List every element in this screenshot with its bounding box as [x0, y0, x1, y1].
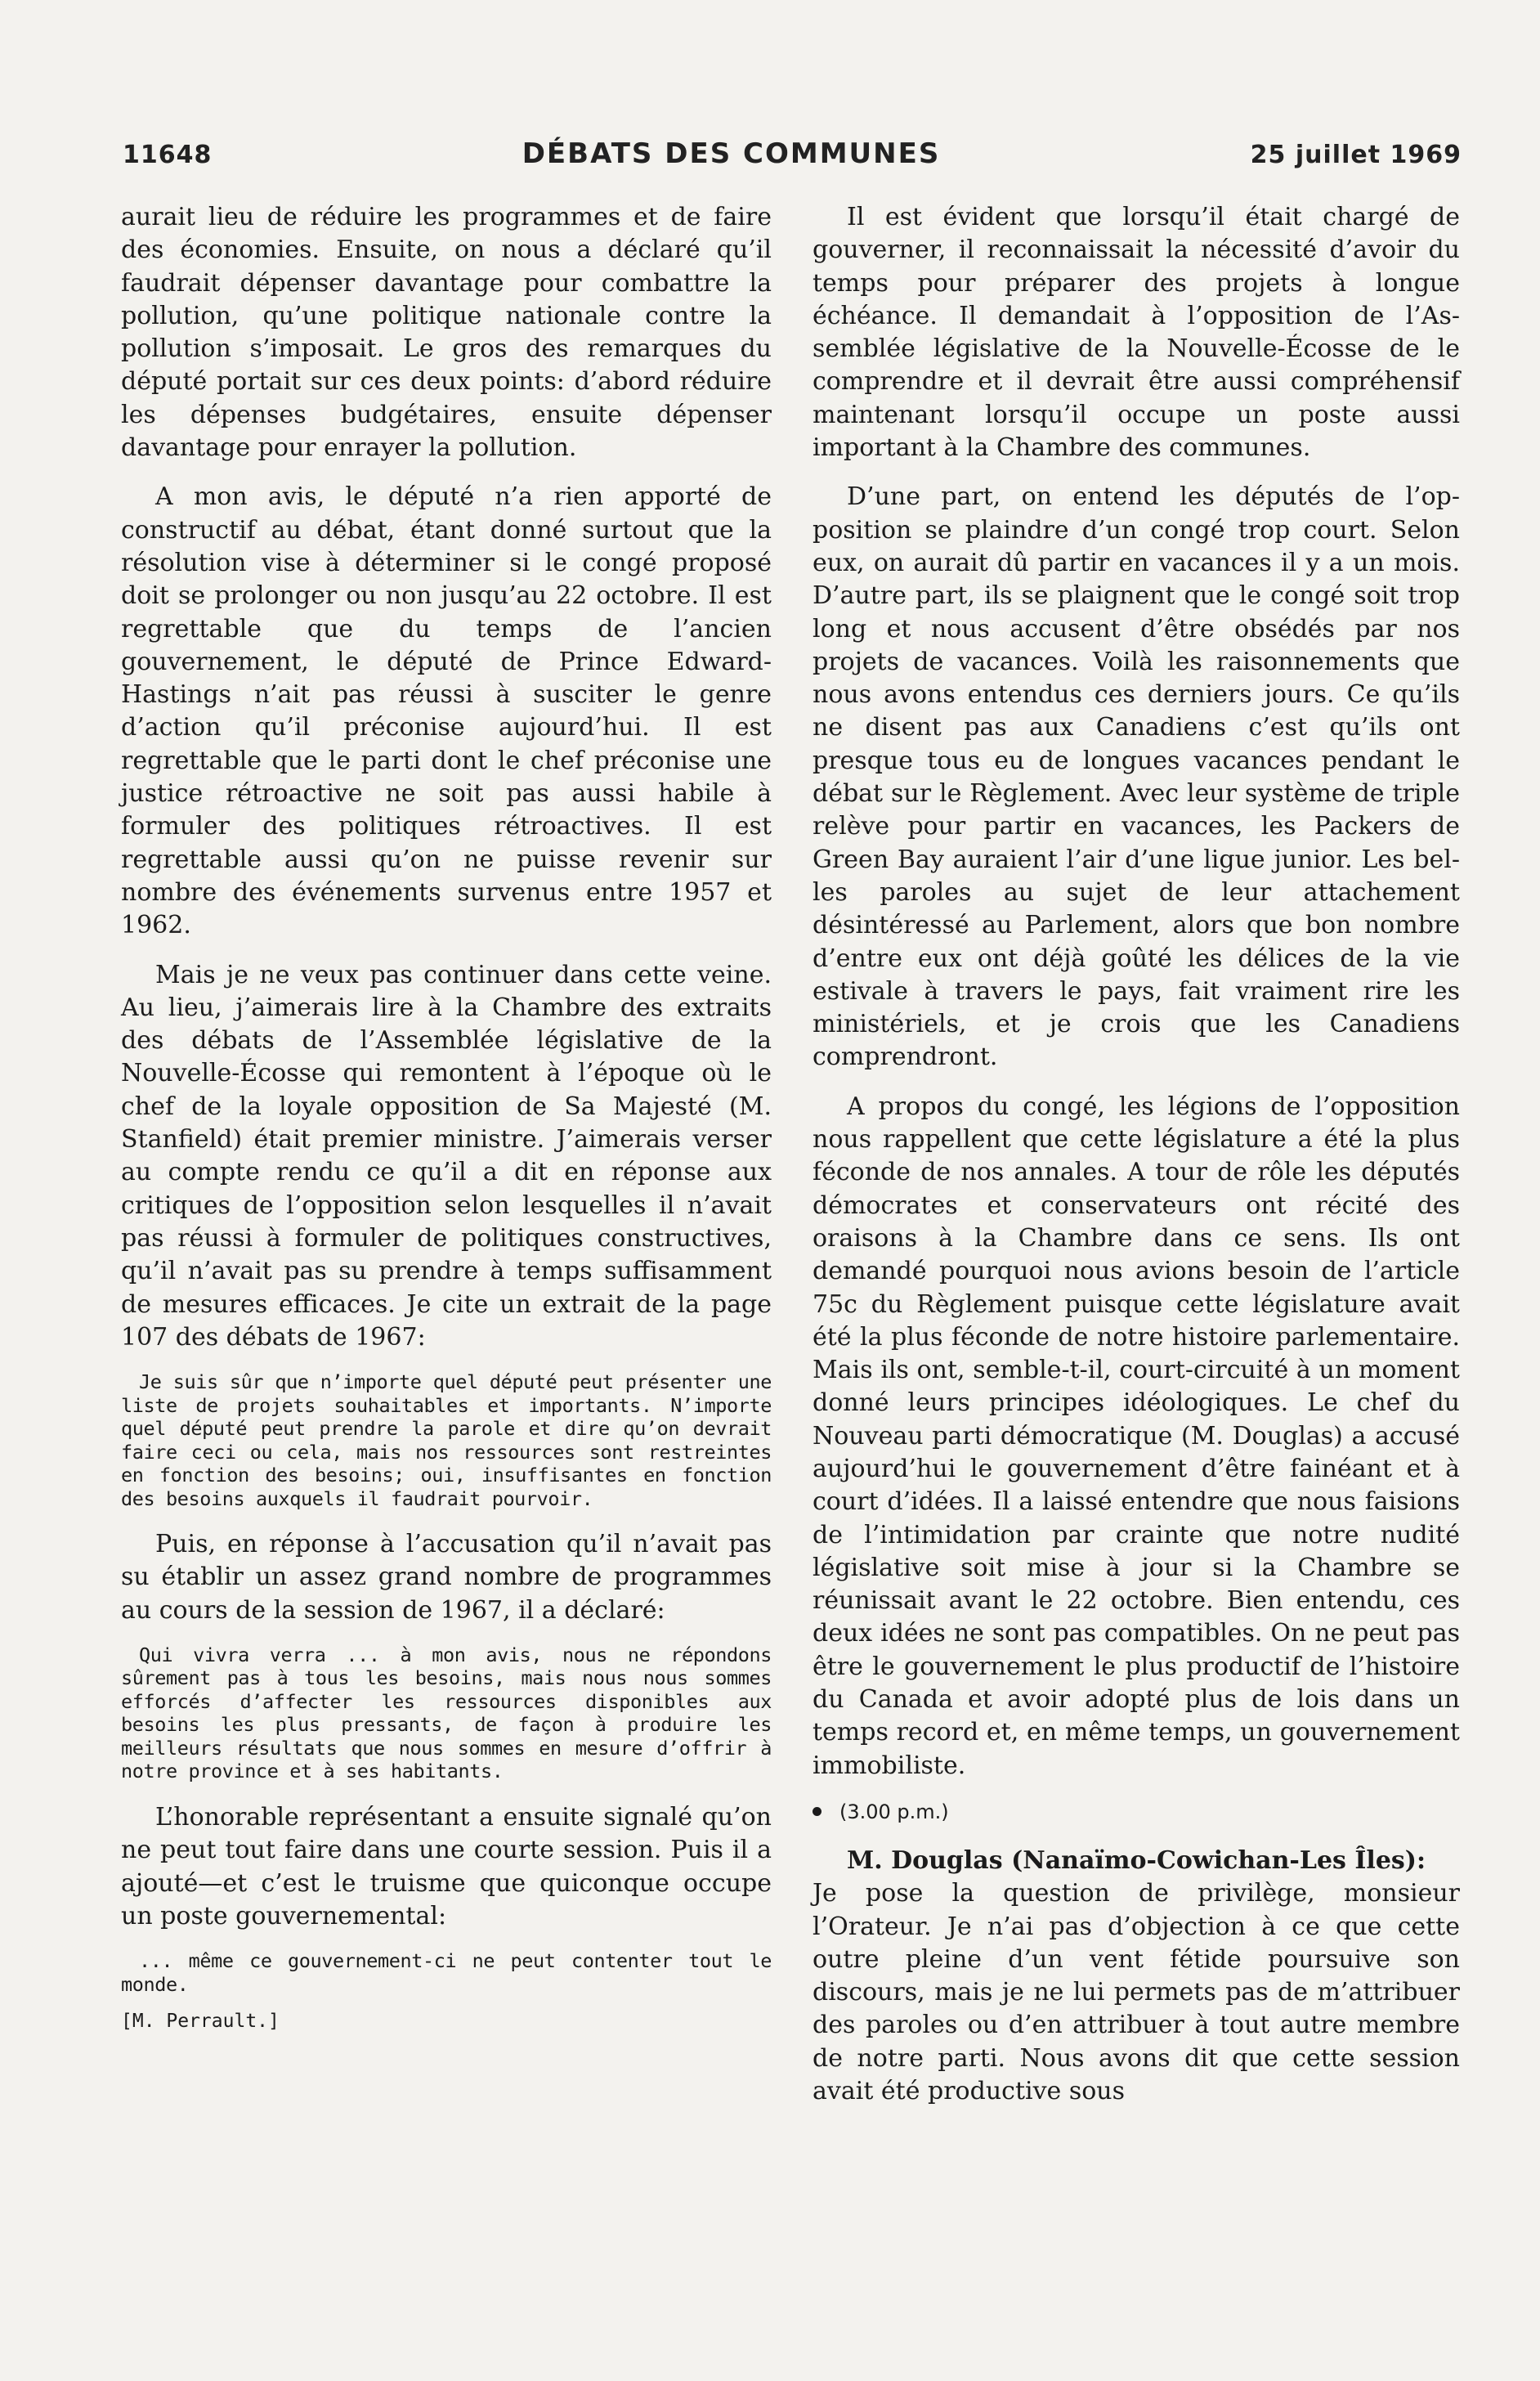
paragraph: A mon avis, le député n’a rien apporté de constructif au débat, étant donné surtout que la résolution vise à déterminer si le congé proposé doit se prolonger ou non jusqu’au 22 octobre. Il est regrettable que du temps de l’ancien gouvernement, le député de Prince Edward-Hastings n’ait pas réussi à susciter le genre d’action qu’il préconise aujourd’hui. Il est regrettable que le parti dont le chef préconise une justice rétroactive ne soit pas aussi habile à formuler des politiques rétroactives. Il est regrettable aussi qu’on ne puisse revenir sur nombre des événements survenus entre 1957 et 1962. — [121, 482, 772, 940]
block-quote: Je suis sûr que n’importe quel député peut présenter une liste de projets souhaitables et importants. N’importe quel député peut prendre la parole et dire qu’on devrait faire ceci ou cela, mais nos ressources sont restreintes en fonction des besoins; oui, insuffisantes en fonction des besoins auxquels il faudrait pourvoir. — [121, 1370, 772, 1510]
speaker-name: M. Douglas (Nanaïmo-Cowichan-Les Îles): — [847, 1845, 1426, 1875]
bullet-icon — [813, 1807, 821, 1816]
paragraph: L’honorable représentant a ensuite signalé qu’on ne peut tout faire dans une courte session. Puis il a ajouté—et c’est le truisme que quiconque occupe un poste gouvernemental: — [121, 1802, 772, 1930]
page-number: 11648 — [123, 141, 213, 169]
time-marker — [813, 1799, 1460, 1825]
paragraph: aurait lieu de réduire les programmes et de faire des économies. Ensuite, on nous a déclaré qu’il faudrait dépenser davantage pour combattre la pollution, qu’une politique nationale contre la pollution s’imposait. Le gros des remarques du député portait sur ces deux points: d’abord réduire les dépenses budgétaires, ensuite dépenser davantage pour enrayer la pollution. — [121, 203, 772, 463]
paragraph: D’une part, on entend les députés de l’opposition se plaindre d’un congé trop court. Selon eux, on aurait dû partir en vacances il y a un mois. D’autre part, ils se plaignent que le congé soit trop long et nous accusent d’être obsédés par nos projets de vacances. Voilà les raisonnements que nous avons entendus ces derniers jours. Ce qu’ils ne disent pas aux Canadiens c’est qu’ils ont presque tous eu de longues vacances pendant le débat sur le Règlement. Avec leur système de triple relève pour partir en vacances, les Packers de Green Bay auraient l’air d’une ligue junior. Les belles paroles au sujet de leur attachement désintéressé au Parlement, alors que bon nombre d’entre eux ont déjà goûté les délices de la vie estivale à travers le pays, fait vraiment rire les ministériels, et je crois que les Canadiens comprendront. — [813, 482, 1460, 1072]
paragraph: Il est évident que lorsqu’il était chargé de gouverner, il reconnaissait la nécessité d’avoir du temps pour préparer des projets à longue échéance. Il demandait à l’opposition de l’Assemblée législative de la Nouvelle-Écosse de le comprendre et il devrait être aussi compréhensif maintenant lorsqu’il occupe un poste aussi important à la Chambre des communes. — [813, 203, 1460, 463]
page-header — [123, 137, 1462, 177]
speaker-line — [813, 1845, 1460, 1877]
block-quote: ... même ce gouvernement-ci ne peut contenter tout le monde. — [121, 1949, 772, 1996]
right-column — [813, 201, 1460, 2124]
paragraph: Mais je ne veux pas continuer dans cette veine. Au lieu, j’aimerais lire à la Chambre des extraits des débats de l’Assemblée législative de la Nouvelle-Écosse qui remontent à l’époque où le chef de la loyale opposition de Sa Majesté (M. Stanfield) était premier ministre. J’aimerais verser au compte rendu ce qu’il a dit en réponse aux critiques de l’opposition selon lesquelles il n’avait pas réussi à formuler de politiques constructives, qu’il n’avait pas su prendre à temps suffisamment de mesures efficaces. Je cite un extrait de la page 107 des débats de 1967: — [121, 960, 772, 1352]
time-stamp: (3.00 p.m.) — [839, 1800, 949, 1823]
speaker-attribution: [M. Perrault.] — [121, 2011, 280, 2033]
block-quote: Qui vivra verra ... à mon avis, nous ne répondons sûrement pas à tous les besoins, mais nous nous sommes efforcés d’affecter les ressources disponibles aux besoins les plus pressants, de façon à produire les meilleurs résultats que nous sommes en mesure d’offrir à notre province et à ses habitants. — [121, 1643, 772, 1783]
left-column — [121, 201, 772, 2033]
paragraph: A propos du congé, les légions de l’opposition nous rappellent que cette législature a été la plus féconde de nos annales. A tour de rôle les députés démocrates et conservateurs ont récité des oraisons à la Chambre dans ce sens. Ils ont demandé pourquoi nous avions besoin de l’article 75c du Règlement puisque cette législature avait été la plus féconde de notre histoire parlementaire. Mais ils ont, semble-t-il, court-circuité à un moment donné leurs principes idéologiques. Le chef du Nouveau parti démocratique (M. Douglas) a accusé aujourd’hui le gouvernement d’être fainéant et à court d’idées. Il a laissé entendre que nous faisions de l’intimidation par crainte que notre nudité législative soit mise à jour si la Chambre se réunissait avant le 22 octobre. Bien entendu, ces deux idées ne sont pas compatibles. On ne peut pas être le gouvernement le plus productif de l’histoire du Canada et avoir adopté plus de lois dans un temps record et, en même temps, un gouvernement immobiliste. — [813, 1092, 1460, 1780]
publication-title: DÉBATS DES COMMUNES — [522, 137, 941, 170]
page-date: 25 juillet 1969 — [1250, 141, 1462, 169]
paragraph: Je pose la question de privilège, monsieur l’Orateur. Je n’ai pas d’objection à ce que cette outre pleine d’un vent fétide poursuive son discours, mais je ne lui permets pas de m’attribuer des paroles ou d’en attribuer à tout autre membre de notre parti. Nous avons dit que cette session avait été productive sous — [813, 1879, 1460, 2106]
paragraph: Puis, en réponse à l’accusation qu’il n’avait pas su établir un assez grand nombre de programmes au cours de la session de 1967, il a déclaré: — [121, 1530, 772, 1625]
